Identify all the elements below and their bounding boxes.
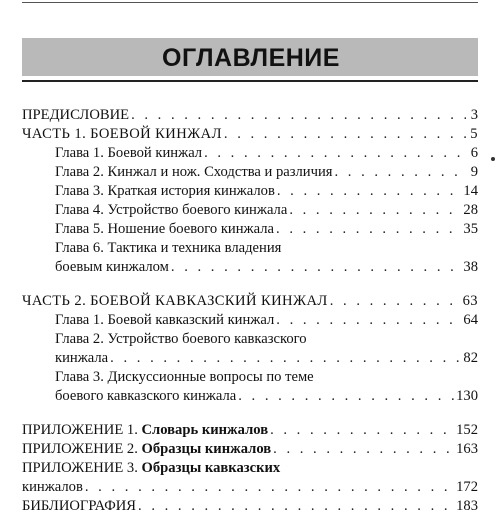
page-title: ОГЛАВЛЕНИЕ [162, 44, 340, 72]
toc-entry-preface [22, 106, 478, 125]
toc-entry-label: Глава 3. Краткая история кинжалов [55, 183, 275, 199]
toc-page-number: 172 [456, 479, 478, 495]
toc-entry-label: кинжала [55, 350, 109, 366]
toc-page-number: 6 [470, 145, 478, 161]
toc-page-number: 130 [456, 388, 478, 404]
margin-mark [491, 157, 495, 161]
toc-entry-chapter [22, 144, 478, 163]
toc-page-number: 63 [462, 293, 478, 309]
toc-entry-chapter [22, 182, 478, 201]
toc-entry-chapter [22, 163, 478, 182]
toc-entry-label: Глава 1. Боевой кинжал [55, 145, 203, 161]
toc-page-number: 183 [456, 498, 478, 514]
title-band [22, 38, 478, 76]
toc-entry-label-line1: Глава 3. Дискуссионные вопросы по теме [55, 369, 314, 385]
toc-entry-label: ПРЕДИСЛОВИЕ [22, 107, 130, 123]
toc-page-number: 5 [470, 126, 478, 142]
dot-leader [276, 220, 461, 239]
toc-entry-chapter [22, 311, 478, 330]
toc-entry-label-rest: Словарь кинжалов [141, 422, 269, 438]
dot-leader [131, 106, 466, 125]
toc-entry-label: боевым кинжалом [55, 259, 169, 275]
toc-page-number: 9 [470, 164, 478, 180]
toc-page-number: 82 [463, 350, 478, 366]
toc-entry-label: кинжалов [22, 479, 83, 495]
toc-page-number: 152 [456, 422, 478, 438]
toc-entry-appendix-3 [22, 459, 478, 478]
toc-entry-appendix-2 [22, 440, 478, 459]
toc-entry-label: Глава 2. Кинжал и нож. Сходства и различия [55, 164, 333, 180]
dot-leader [270, 421, 454, 440]
dot-leader [238, 387, 454, 406]
toc-page-number: 3 [470, 107, 478, 123]
toc-page-number: 35 [463, 221, 478, 237]
toc-entry-label: Глава 1. Боевой кавказский кинжал [55, 312, 275, 328]
dot-leader [204, 144, 466, 163]
dot-leader [276, 311, 461, 330]
dot-leader [273, 440, 454, 459]
toc-entry-label-line1: Глава 6. Тактика и техника владения [55, 240, 282, 256]
toc-entry-label-rest: Образцы кинжалов [141, 441, 272, 457]
dot-leader [334, 163, 466, 182]
toc-entry-label: ЧАСТЬ 1. БОЕВОЙ КИНЖАЛ [22, 126, 222, 142]
table-of-contents [22, 106, 478, 516]
dot-leader [277, 182, 462, 201]
top-rule [22, 2, 478, 3]
toc-entry-label: БИБЛИОГРАФИЯ [22, 498, 137, 514]
toc-entry-label-rest: Образцы кавказских [141, 460, 281, 476]
dot-leader [110, 349, 461, 368]
toc-entry-label: ПРИЛОЖЕНИЕ 1. [22, 422, 138, 438]
title-underline [22, 80, 478, 82]
toc-entry-label: ЧАСТЬ 2. БОЕВОЙ КАВКАЗСКИЙ КИНЖАЛ [22, 293, 328, 309]
toc-entry-part-2 [22, 292, 478, 311]
dot-leader [224, 125, 466, 144]
toc-entry-label: боевого кавказского кинжала [55, 388, 237, 404]
toc-entry-appendix-1 [22, 421, 478, 440]
toc-entry-chapter [22, 387, 478, 406]
toc-entry-part-1 [22, 125, 478, 144]
toc-page-number: 14 [463, 183, 478, 199]
toc-entry-label: ПРИЛОЖЕНИЕ 2. [22, 441, 138, 457]
toc-entry-appendix-3-cont [22, 478, 478, 497]
toc-entry-label-line1: Глава 2. Устройство боевого кавказского [55, 331, 307, 347]
toc-page-number: 64 [463, 312, 478, 328]
toc-entry-chapter [22, 201, 478, 220]
dot-leader [85, 478, 454, 497]
toc-page-number: 163 [456, 441, 478, 457]
dot-leader [289, 201, 461, 220]
toc-entry-label: Глава 5. Ношение боевого кинжала [55, 221, 275, 237]
dot-leader [171, 258, 462, 277]
toc-entry-chapter [22, 349, 478, 368]
toc-entry-label: Глава 4. Устройство боевого кинжала [55, 202, 288, 218]
toc-entry-label: ПРИЛОЖЕНИЕ 3. [22, 460, 138, 476]
toc-page-number: 28 [463, 202, 478, 218]
dot-leader [330, 292, 461, 311]
toc-page-number: 38 [463, 259, 478, 275]
toc-entry-chapter [22, 220, 478, 239]
toc-entry-chapter [22, 258, 478, 277]
